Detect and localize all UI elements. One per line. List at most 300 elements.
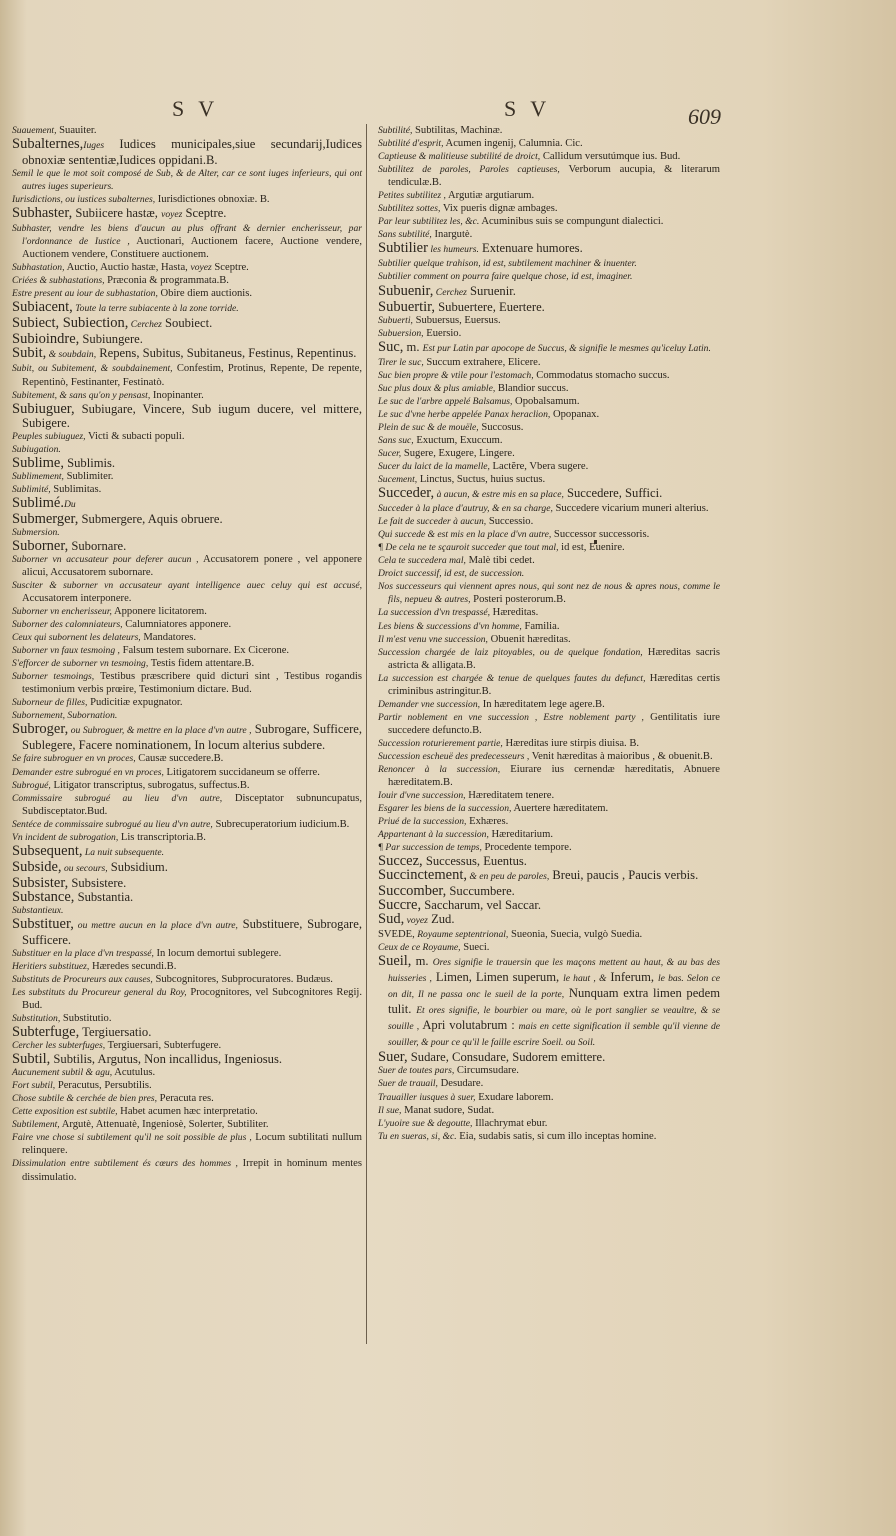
latin-text: Succumbere.: [446, 884, 515, 899]
latin-text: Malè tibi cedet.: [465, 555, 535, 567]
latin-text: Sueci.: [460, 942, 490, 954]
latin-text: Causæ succedere.B.: [135, 753, 224, 765]
latin-text: Acumen ingenij, Calumnia. Cic.: [443, 138, 583, 150]
french-gloss: Subiugation.: [12, 443, 61, 455]
latin-text: Victi & subacti populi.: [85, 430, 185, 442]
dictionary-entry: [378, 828, 720, 841]
french-gloss: Partir noblement en vne succession , Estre noblement party ,: [378, 711, 644, 723]
headword: Subside,: [12, 858, 62, 875]
latin-text: Familia.: [521, 620, 560, 632]
dictionary-entry: [378, 1077, 720, 1090]
french-gloss: Suborner tesmoings,: [12, 671, 95, 683]
latin-text: Gentilitatis iure succedere defuncto.B.: [388, 711, 720, 736]
dictionary-entry: [378, 395, 720, 408]
french-gloss: Subtilier quelque trahison, id est, subtilement machiner & inuenter.: [378, 258, 637, 270]
latin-text: Accusatorem interponere.: [22, 592, 132, 604]
dictionary-entry: [378, 369, 720, 382]
dictionary-entry: [12, 657, 362, 670]
latin-text: Hæreditatem tenere.: [465, 790, 555, 802]
french-gloss: Suborner vn faux tesmoing ,: [12, 645, 120, 657]
dictionary-entry: [378, 541, 720, 554]
french-gloss: voyez: [190, 262, 212, 274]
dictionary-entry: [12, 402, 362, 430]
headword: Suborner,: [12, 537, 69, 554]
dictionary-entry: [12, 1066, 362, 1079]
french-gloss: Substantieux.: [12, 904, 64, 916]
latin-text: Subiicere hastæ,: [72, 206, 162, 221]
dictionary-entry: [12, 362, 362, 388]
latin-text: Succosus.: [478, 421, 524, 433]
french-gloss: Renoncer à la succession,: [378, 764, 501, 776]
french-gloss: Sucer du laict de la mamelle,: [378, 460, 490, 472]
dictionary-entry: [12, 1105, 362, 1118]
dictionary-entry: [378, 257, 720, 270]
headword: Subiuguer,: [12, 400, 75, 417]
latin-text: Acuminibus suis se compungunt dialectici.: [479, 216, 664, 228]
french-gloss: Peuples subiuguez,: [12, 430, 86, 442]
dictionary-entry: [378, 1050, 720, 1064]
latin-text: Limen, Limen superum,: [431, 970, 564, 985]
headword: Sublimé.: [12, 494, 64, 511]
french-gloss: Subrogué,: [12, 779, 51, 791]
dictionary-entry: [378, 215, 720, 228]
french-gloss: La succession est chargée & tenue de quelques fautes du defunct,: [378, 672, 646, 684]
dictionary-entry: [378, 646, 720, 672]
latin-text: Obire diem auctionis.: [157, 288, 253, 300]
latin-text: Sueonia, Suecia, vulgò Suedia.: [508, 929, 643, 941]
dictionary-entry: [378, 1130, 720, 1143]
latin-text: Subcognitores, Subprocuratores. Budæus.: [152, 973, 333, 985]
french-gloss: Subtilement,: [12, 1119, 60, 1131]
latin-text: Sugere, Exugere, Lingere.: [401, 447, 515, 459]
french-gloss: ou mettre aucun en la place d'vn autre,: [73, 919, 238, 931]
french-gloss: Suer de trauail,: [378, 1078, 438, 1090]
headword: Subuenir,: [378, 282, 434, 299]
dictionary-entry: [378, 408, 720, 421]
latin-text: Lis transcriptoria.B.: [118, 831, 206, 843]
french-gloss: Susciter & suborner vn accusateur ayant intelligence auec celuy qui est accusé,: [12, 579, 362, 591]
latin-text: Sceptre.: [182, 206, 227, 221]
headword: Substituer,: [12, 915, 74, 932]
french-gloss: ¶ Par succession de temps,: [378, 842, 482, 854]
dictionary-entry: [378, 528, 720, 541]
french-gloss: Le suc de l'arbre appelé Balsamus,: [378, 395, 513, 407]
latin-text: Subrogare, Sufficere, Sublegere, Facere nominationem, In locum alterius subdere.: [22, 722, 362, 753]
dictionary-entry: [12, 443, 362, 456]
french-gloss: Dissimulation entre subtilement és cœurs des hommes ,: [12, 1158, 238, 1170]
french-gloss: Sans suc,: [378, 434, 414, 446]
french-gloss: Suborneur de filles,: [12, 697, 88, 709]
latin-text: Habet acumen hæc interpretatio.: [117, 1106, 258, 1118]
french-gloss: Droict successif, id est, de succession.: [378, 568, 525, 580]
latin-text: m.: [411, 954, 433, 969]
dictionary-entry: [378, 580, 720, 606]
dictionary-entry: [12, 470, 362, 483]
french-gloss: ou Subroguer, & mettre en la place d'vn autre ,: [68, 725, 252, 737]
dictionary-entry: [378, 841, 720, 854]
latin-text: Blandior succus.: [495, 382, 569, 394]
latin-text: Illachrymat ebur.: [472, 1117, 548, 1129]
french-gloss: Demander estre subrogué en vn proces,: [12, 766, 164, 778]
french-gloss: Le suc d'vne herbe appelée Panax heraclion,: [378, 408, 551, 420]
dictionary-entry: [12, 496, 362, 512]
french-gloss: La nuit subsequente.: [82, 846, 165, 858]
french-gloss: Le fait de succeder à aucun,: [378, 516, 487, 528]
latin-text: Hæredes secundi.B.: [89, 960, 177, 972]
dictionary-entry: [12, 644, 362, 657]
dictionary-entry: [378, 554, 720, 567]
latin-text: Succum extrahere, Elicere.: [423, 356, 541, 368]
french-gloss: Nos successeurs qui viennent apres nous, qui sont nez de nous & apres nous, comme le fils, nepueu & autres,: [378, 581, 720, 606]
headword: Subit,: [12, 345, 47, 362]
french-gloss: Subhaster, vendre les biens d'aucun au plus offrant & dernier encherisseur, par l'ordonnance de Iustice ,: [12, 223, 362, 248]
latin-text: Eia, sudabis satis, si cum illo inceptas homine.: [456, 1130, 657, 1142]
dictionary-entry: [12, 456, 362, 470]
latin-text: Subiungere.: [79, 332, 143, 347]
french-gloss: le bas. Selon ce on dit, Il ne passa onc le sueil de la porte,: [388, 973, 720, 1001]
latin-text: Opopanax.: [550, 408, 600, 420]
dictionary-entry: [378, 633, 720, 646]
latin-text: Litigator transcriptus, subrogatus, suffectus.B.: [50, 779, 250, 791]
headword: Sud,: [378, 911, 405, 928]
latin-text: Subornare.: [68, 538, 127, 553]
dictionary-entry: [378, 912, 720, 928]
latin-text: Hæreditarium.: [488, 829, 553, 841]
latin-text: Auctionari, Auctionem facere, Auctione vendere, Auctionem vendere, Constituere auctionem.: [22, 236, 362, 261]
dictionary-entry: [378, 868, 720, 884]
dictionary-entry: [378, 515, 720, 528]
headword: Succinctement,: [378, 867, 467, 884]
french-gloss: Succession escheuë des predecesseurs ,: [378, 750, 530, 762]
latin-text: Opobalsamum.: [512, 395, 580, 407]
headword: Subtil,: [12, 1051, 51, 1068]
french-gloss: Toute la terre subiacente à la zone torride.: [72, 303, 239, 315]
french-gloss: ou secours,: [61, 862, 108, 874]
latin-text: Confestim, Protinus, Repente, De repente, Repentinò, Festinanter, Festinatò.: [22, 363, 362, 388]
dictionary-entry: [378, 711, 720, 737]
french-gloss: Demander vne succession,: [378, 698, 481, 710]
french-gloss: Il sue,: [378, 1104, 402, 1116]
headword: Succez,: [378, 853, 423, 870]
dictionary-entry: [378, 356, 720, 369]
french-gloss: Commissaire subrogué au lieu d'vn autre,: [12, 792, 223, 804]
latin-text: Succedere vicarium muneri alterius.: [552, 503, 709, 515]
latin-text: Procedente tempore.: [481, 842, 572, 854]
dictionary-entry: [12, 261, 362, 274]
dictionary-entry: [378, 447, 720, 460]
french-gloss: La succession d'vn trespassé,: [378, 607, 491, 619]
latin-text: Irrepit in hominum mentes dissimulatio.: [22, 1158, 363, 1183]
latin-text: Locum subtilitati nullum relinquere.: [22, 1132, 362, 1157]
french-gloss: voyez: [404, 915, 428, 927]
latin-text: Subsistere.: [68, 875, 127, 890]
latin-text: Apri volutabrum :: [419, 1018, 519, 1033]
latin-text: Auctio, Auctio hastæ, Hasta,: [64, 262, 191, 274]
dictionary-entry: [378, 434, 720, 447]
headword: Sueil,: [378, 953, 412, 970]
latin-text: Substitutio.: [60, 1013, 112, 1025]
french-gloss: Suborner vn accusateur pour deferer aucun ,: [12, 553, 199, 565]
dictionary-entry: [378, 421, 720, 434]
latin-text: Sublimiter.: [63, 470, 114, 482]
french-gloss: à aucun, & estre mis en sa place,: [434, 489, 564, 501]
latin-text: Falsum testem subornare. Ex Cicerone.: [119, 645, 290, 657]
page-number: 609: [688, 104, 721, 129]
latin-text: Inferum,: [606, 970, 658, 985]
french-gloss: Sucement,: [378, 474, 418, 486]
latin-text: Desudare.: [437, 1078, 484, 1090]
dictionary-entry: [378, 884, 720, 898]
latin-text: Subuersus, Euersus.: [412, 314, 501, 326]
left-column: [12, 124, 362, 1184]
dictionary-entry: [378, 898, 720, 912]
french-gloss: Chose subtile & cerchée de bien pres,: [12, 1093, 158, 1105]
french-gloss: L'yuoire sue & degoutte,: [378, 1117, 473, 1129]
latin-text: Manat sudore, Sudat.: [401, 1104, 495, 1116]
dictionary-entry: [12, 137, 362, 167]
french-gloss: Appartenant à la succession,: [378, 829, 489, 841]
latin-text: Saccharum, vel Saccar.: [421, 898, 542, 913]
french-gloss: Iurisdictions, ou iustices subalternes,: [12, 194, 156, 206]
dictionary-entry: [12, 346, 362, 362]
dictionary-entry: [378, 189, 720, 202]
latin-text: In hæreditatem lege agere.B.: [480, 698, 605, 710]
dictionary-entry: [12, 300, 362, 316]
dictionary-entry: [378, 382, 720, 395]
headword: Substance,: [12, 888, 75, 905]
french-gloss: le haut , &: [563, 973, 607, 985]
french-gloss: Et ores signifie, le bourbier ou mare, où le port sanglier se veaultre, & se souille ,: [388, 1005, 721, 1033]
latin-text: Argutè, Attenuatè, Ingeniosè, Solerter, Subtiliter.: [59, 1119, 269, 1131]
french-gloss: Trauailler iusques à suer,: [378, 1091, 476, 1103]
latin-text: Zud.: [427, 912, 455, 927]
dictionary-entry: [12, 947, 362, 960]
dictionary-entry: [378, 1064, 720, 1077]
french-gloss: Captieuse & malitieuse subtilité de droict,: [378, 151, 541, 163]
french-gloss: Estre present au iour de subhastation,: [12, 288, 158, 300]
latin-text: Hæreditas certis criminibus astringitur.B.: [388, 672, 720, 697]
french-gloss: Sublimité,: [12, 483, 51, 495]
headword: Subioindre,: [12, 331, 80, 348]
latin-text: Commodatus stomacho succus.: [533, 369, 670, 381]
french-gloss: Suborner des calomniateurs,: [12, 619, 123, 631]
dictionary-entry: [12, 430, 362, 443]
french-gloss: Substituer en la place d'vn trespassé,: [12, 947, 154, 959]
latin-text: Breui, paucis , Paucis verbis.: [549, 868, 699, 883]
latin-text: Sceptre.: [211, 262, 249, 274]
dictionary-entry: [12, 1092, 362, 1105]
latin-text: Hæreditas.: [490, 607, 539, 619]
french-gloss: les humeurs.: [427, 244, 479, 256]
dictionary-entry: [12, 167, 362, 193]
french-gloss: Ceux de ce Royaume,: [378, 942, 461, 954]
dictionary-entry: [378, 124, 720, 137]
latin-text: Sublimitas.: [50, 483, 102, 495]
latin-text: Nunquam extra limen pedem tulit.: [388, 986, 720, 1017]
dictionary-entry: [378, 228, 720, 241]
dictionary-entry: [378, 763, 720, 789]
french-gloss: Les substituts du Procureur general du Roy,: [12, 986, 187, 998]
latin-text: Lactĕre, Vbera sugere.: [489, 460, 589, 472]
latin-text: Hæreditas sacris astricta & alligata.B.: [388, 646, 720, 671]
latin-text: Subtilitas, Machinæ.: [412, 125, 503, 136]
latin-text: Subsidium.: [107, 859, 168, 874]
dictionary-entry: [378, 1117, 720, 1130]
latin-text: Linctus, Suctus, huius suctus.: [417, 474, 546, 486]
latin-text: Sublimis.: [63, 455, 116, 470]
french-gloss: Sublimement,: [12, 470, 64, 482]
dictionary-entry: [378, 802, 720, 815]
french-gloss: Ceux qui subornent les delateurs,: [12, 632, 141, 644]
dictionary-entry: [12, 890, 362, 904]
latin-text: SVEDE,: [378, 929, 415, 941]
headword: Submerger,: [12, 510, 79, 527]
french-gloss: Iuges: [83, 140, 105, 152]
dictionary-entry: [378, 1091, 720, 1104]
dictionary-entry: [378, 672, 720, 698]
french-gloss: Cerchez: [128, 319, 162, 331]
dictionary-entry: [12, 316, 362, 332]
dictionary-entry: [12, 860, 362, 876]
french-gloss: Petites subtilitez ,: [378, 190, 446, 202]
dictionary-entry: [378, 241, 720, 257]
french-gloss: Plein de suc & de mouële,: [378, 421, 479, 433]
french-gloss: Succession roturierement partie,: [378, 737, 503, 749]
latin-text: Exhæres.: [466, 816, 509, 828]
latin-text: Subtilis, Argutus, Non incallidus, Ingeniosus.: [50, 1052, 282, 1067]
french-gloss: Semil le que le mot soit composé de Sub, & de Alter, car ce sont iuges inferieurs, qui ont autres iuges superieurs.: [12, 168, 362, 193]
headword: Sublime,: [12, 454, 64, 471]
latin-text: Hæreditas iure stirpis diuisa. B.: [502, 737, 640, 749]
latin-text: Posteri posterorum.B.: [470, 594, 566, 606]
french-gloss: Subtilitez sottes,: [378, 203, 441, 215]
dictionary-entry: [12, 722, 362, 752]
latin-text: Exuctum, Exuccum.: [413, 434, 503, 446]
dictionary-entry: [12, 579, 362, 605]
french-gloss: Se faire subroguer en vn proces,: [12, 753, 136, 765]
french-gloss: Cela te succedera mal,: [378, 555, 466, 567]
french-gloss: Sans subtilité,: [378, 229, 432, 241]
french-gloss: Subtilier comment on pourra faire quelque chose, id est, imaginer.: [378, 271, 633, 283]
latin-text: Submergere, Aquis obruere.: [78, 511, 223, 526]
latin-text: Tergiuersatio.: [79, 1025, 152, 1040]
dictionary-entry: [12, 766, 362, 779]
latin-text: Tergiuersari, Subterfugere.: [105, 1040, 222, 1052]
french-gloss: Subtilité d'esprit,: [378, 138, 444, 150]
french-gloss: Succession chargée de laiz pitoyables, ou de quelque fondation,: [378, 646, 643, 658]
french-gloss: Aucunement subtil & agu,: [12, 1067, 113, 1079]
dictionary-entry: [12, 274, 362, 287]
dictionary-entry: [12, 1052, 362, 1066]
right-column: [378, 124, 720, 1143]
latin-text: Subuertere, Euertere.: [435, 299, 545, 314]
running-head-right: SV: [504, 96, 561, 121]
french-gloss: & soubdain,: [46, 349, 97, 361]
latin-text: Testis fidem attentare.B.: [148, 658, 255, 670]
french-gloss: Fort subtil,: [12, 1080, 56, 1092]
french-gloss: S'efforcer de suborner vn tesmoing,: [12, 658, 149, 670]
latin-text: Accusatorem ponere , vel apponere alicui, Accusatorem subornare.: [22, 553, 362, 578]
latin-text: Iudices municipales,siue secundarij,Iudices obnoxiæ sententiæ,Iudices oppidani.B.: [22, 137, 362, 168]
headword: Subalternes,: [12, 136, 84, 153]
dictionary-entry: [12, 631, 362, 644]
french-gloss: Cercher les subterfuges,: [12, 1040, 106, 1052]
latin-text: Præconia & programmata.B.: [104, 275, 229, 287]
dictionary-entry: [378, 750, 720, 763]
latin-text: Pudicitiæ expugnator.: [87, 697, 183, 709]
dictionary-entry: [378, 284, 720, 300]
latin-text: Inargutè.: [431, 229, 473, 241]
french-gloss: Priué de la succession,: [378, 816, 467, 828]
dictionary-entry: [378, 954, 720, 1050]
dictionary-entry: [378, 854, 720, 868]
french-gloss: Iouir d'vne succession,: [378, 790, 466, 802]
dictionary-entry: [378, 137, 720, 150]
headword: Subtilier: [378, 240, 428, 257]
latin-text: Exudare laborem.: [475, 1091, 554, 1103]
dictionary-entry: [12, 332, 362, 346]
french-gloss: Tu en sueras, si, &c.: [378, 1130, 457, 1142]
dictionary-entry: [378, 486, 720, 502]
dictionary-entry: [378, 1104, 720, 1117]
french-gloss: Subit, ou Subitement, & soubdainement,: [12, 363, 173, 375]
french-gloss: voyez: [161, 209, 183, 221]
dictionary-entry: [12, 917, 362, 947]
latin-text: Peracuta res.: [157, 1093, 214, 1105]
latin-text: Obuenit hæreditas.: [487, 633, 571, 645]
dictionary-entry: [12, 1131, 362, 1157]
latin-text: Subrecuperatorium iudicium.B.: [212, 818, 350, 830]
french-gloss: Subitement, & sans qu'on y pensast,: [12, 389, 151, 401]
dictionary-entry: [378, 789, 720, 802]
french-gloss: Vn incident de subrogation,: [12, 831, 119, 843]
french-gloss: Substitution,: [12, 1013, 61, 1025]
latin-text: Litigatorem succidaneum se offerre.: [163, 766, 320, 778]
french-gloss: Suborner vn encherisseur,: [12, 606, 112, 618]
dictionary-entry: [12, 779, 362, 792]
running-head-left: SV: [172, 96, 229, 121]
dictionary-entry: [12, 1157, 362, 1183]
headword: Subroger,: [12, 721, 69, 738]
headword: Subhaster,: [12, 205, 73, 222]
dictionary-entry: [378, 340, 720, 356]
dictionary-entry: [378, 327, 720, 340]
french-gloss: Tirer le suc,: [378, 356, 424, 368]
latin-text: Procognitores, vel Subcognitores Regij. Bud.: [22, 986, 362, 1012]
french-gloss: Heritiers substituez,: [12, 960, 90, 972]
latin-text: Circumsudare.: [454, 1065, 519, 1077]
latin-text: Eiurare ius cernendæ hæreditatis, Abnuere hæreditatem.B.: [388, 764, 721, 789]
french-gloss: Subtilitez de paroles, Paroles captieuses,: [378, 164, 560, 176]
french-gloss: Sucer,: [378, 447, 402, 459]
french-gloss: Les biens & successions d'vn homme,: [378, 620, 522, 632]
dictionary-entry: [378, 606, 720, 619]
latin-text: Apponere licitatorem.: [111, 606, 207, 618]
headword: Succomber,: [378, 883, 447, 900]
dictionary-entry: [12, 605, 362, 618]
dictionary-entry: [378, 941, 720, 954]
french-gloss: Ores signifie le trauersin que les maçons mettent au haut, & au bas des huisseries ,: [388, 957, 721, 985]
headword: Suc,: [378, 338, 404, 355]
dictionary-entry: [12, 1025, 362, 1039]
dictionary-entry: [378, 502, 720, 515]
latin-text: Soubiect.: [161, 316, 213, 331]
dictionary-entry: [378, 567, 720, 580]
latin-text: Peracutus, Persubtilis.: [55, 1080, 152, 1092]
french-gloss: Il m'est venu vne succession,: [378, 633, 488, 645]
french-gloss: Subuersion,: [378, 327, 424, 339]
french-gloss: Cerchez: [433, 286, 467, 298]
